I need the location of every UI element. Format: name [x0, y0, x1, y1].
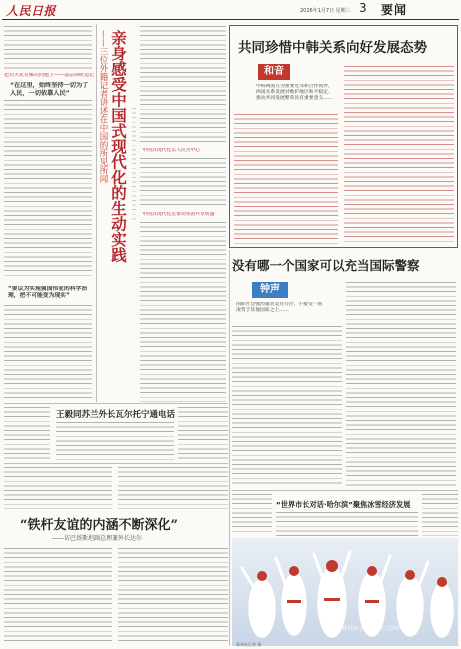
photo-watermark: data.people.com.cn	[342, 624, 412, 632]
article-text-block	[178, 407, 228, 460]
article-subtitle: ——访巴基斯坦副总理兼外长达尔	[52, 535, 143, 542]
subhead: “中国式现代化以人民为中心”	[140, 148, 203, 153]
pull-quote: “要以为实现强国伟业的科学治理，把不可能变为现实”	[8, 286, 88, 299]
issue-date: 2026年1月7日 星期三	[300, 8, 351, 14]
article-headline: “铁杆友谊的内涵不断深化”	[20, 518, 178, 533]
article-headline: 共同珍惜中韩关系向好发展态势	[238, 40, 427, 56]
pull-quote: “在这里，始终坚持一切为了人民，一切依靠人民”	[10, 82, 89, 97]
byline	[132, 108, 136, 220]
article-text-block	[344, 66, 454, 244]
newspaper-logo: 人民日报	[6, 4, 57, 18]
article-text-block	[140, 26, 226, 144]
subhead: “中国式现代化是带动各国共享机遇”	[140, 212, 217, 217]
article-lead: 中韩两国互为重要近邻和合作伙伴，两国关系发展对维护地区和平稳定、推动共同发展繁荣具有重要意义……	[256, 84, 333, 101]
article-text-block	[4, 548, 112, 644]
featured-article-box	[229, 25, 458, 248]
article-text-block	[4, 407, 50, 459]
page-name: 要闻	[381, 3, 408, 17]
article-text-block	[232, 326, 342, 486]
masthead	[2, 0, 459, 20]
column-badge: 和音	[258, 64, 290, 80]
section-divider	[4, 463, 228, 464]
vertical-subtitle: ——三位外籍记者讲述在中国的所见所闻	[98, 30, 108, 183]
article-lead: 国际社会强烈谴责美方行径，不接受一国凌驾于其他国家之上……	[236, 302, 323, 313]
column-divider	[96, 24, 97, 402]
article-text-block	[4, 305, 92, 400]
vertical-title: 亲身感受中国式现代化的生动实践	[109, 30, 128, 263]
news-photo	[232, 538, 458, 646]
article-text-block	[422, 494, 458, 536]
article-text-block	[232, 494, 272, 534]
article-text-block	[118, 548, 228, 644]
article-headline: “世界市长对话·哈尔滨”聚焦冰雪经济发展	[276, 500, 411, 509]
article-text-block	[4, 467, 112, 509]
article-headline: 王毅同苏兰外长瓦尔托宁通电话	[56, 410, 176, 420]
article-text-block	[56, 422, 174, 460]
page-number: 3	[359, 1, 367, 15]
article-text-block	[4, 26, 92, 70]
section-divider	[232, 490, 458, 491]
column-badge: 钟声	[252, 282, 288, 298]
column-divider	[229, 250, 230, 646]
article-text-block	[276, 512, 418, 536]
photo-caption: 新华社记者 摄	[236, 642, 262, 647]
article-text-block	[140, 222, 226, 402]
article-headline: 没有哪一个国家可以充当国际警察	[232, 258, 420, 273]
section-heading: 把功夫花在解决问题上——基层调研追记	[4, 73, 94, 78]
article-text-block	[140, 158, 226, 208]
article-text-block	[234, 114, 338, 244]
article-text-block	[346, 282, 456, 486]
article-text-block	[4, 100, 92, 278]
article-text-block	[118, 467, 228, 509]
section-divider	[4, 403, 228, 404]
